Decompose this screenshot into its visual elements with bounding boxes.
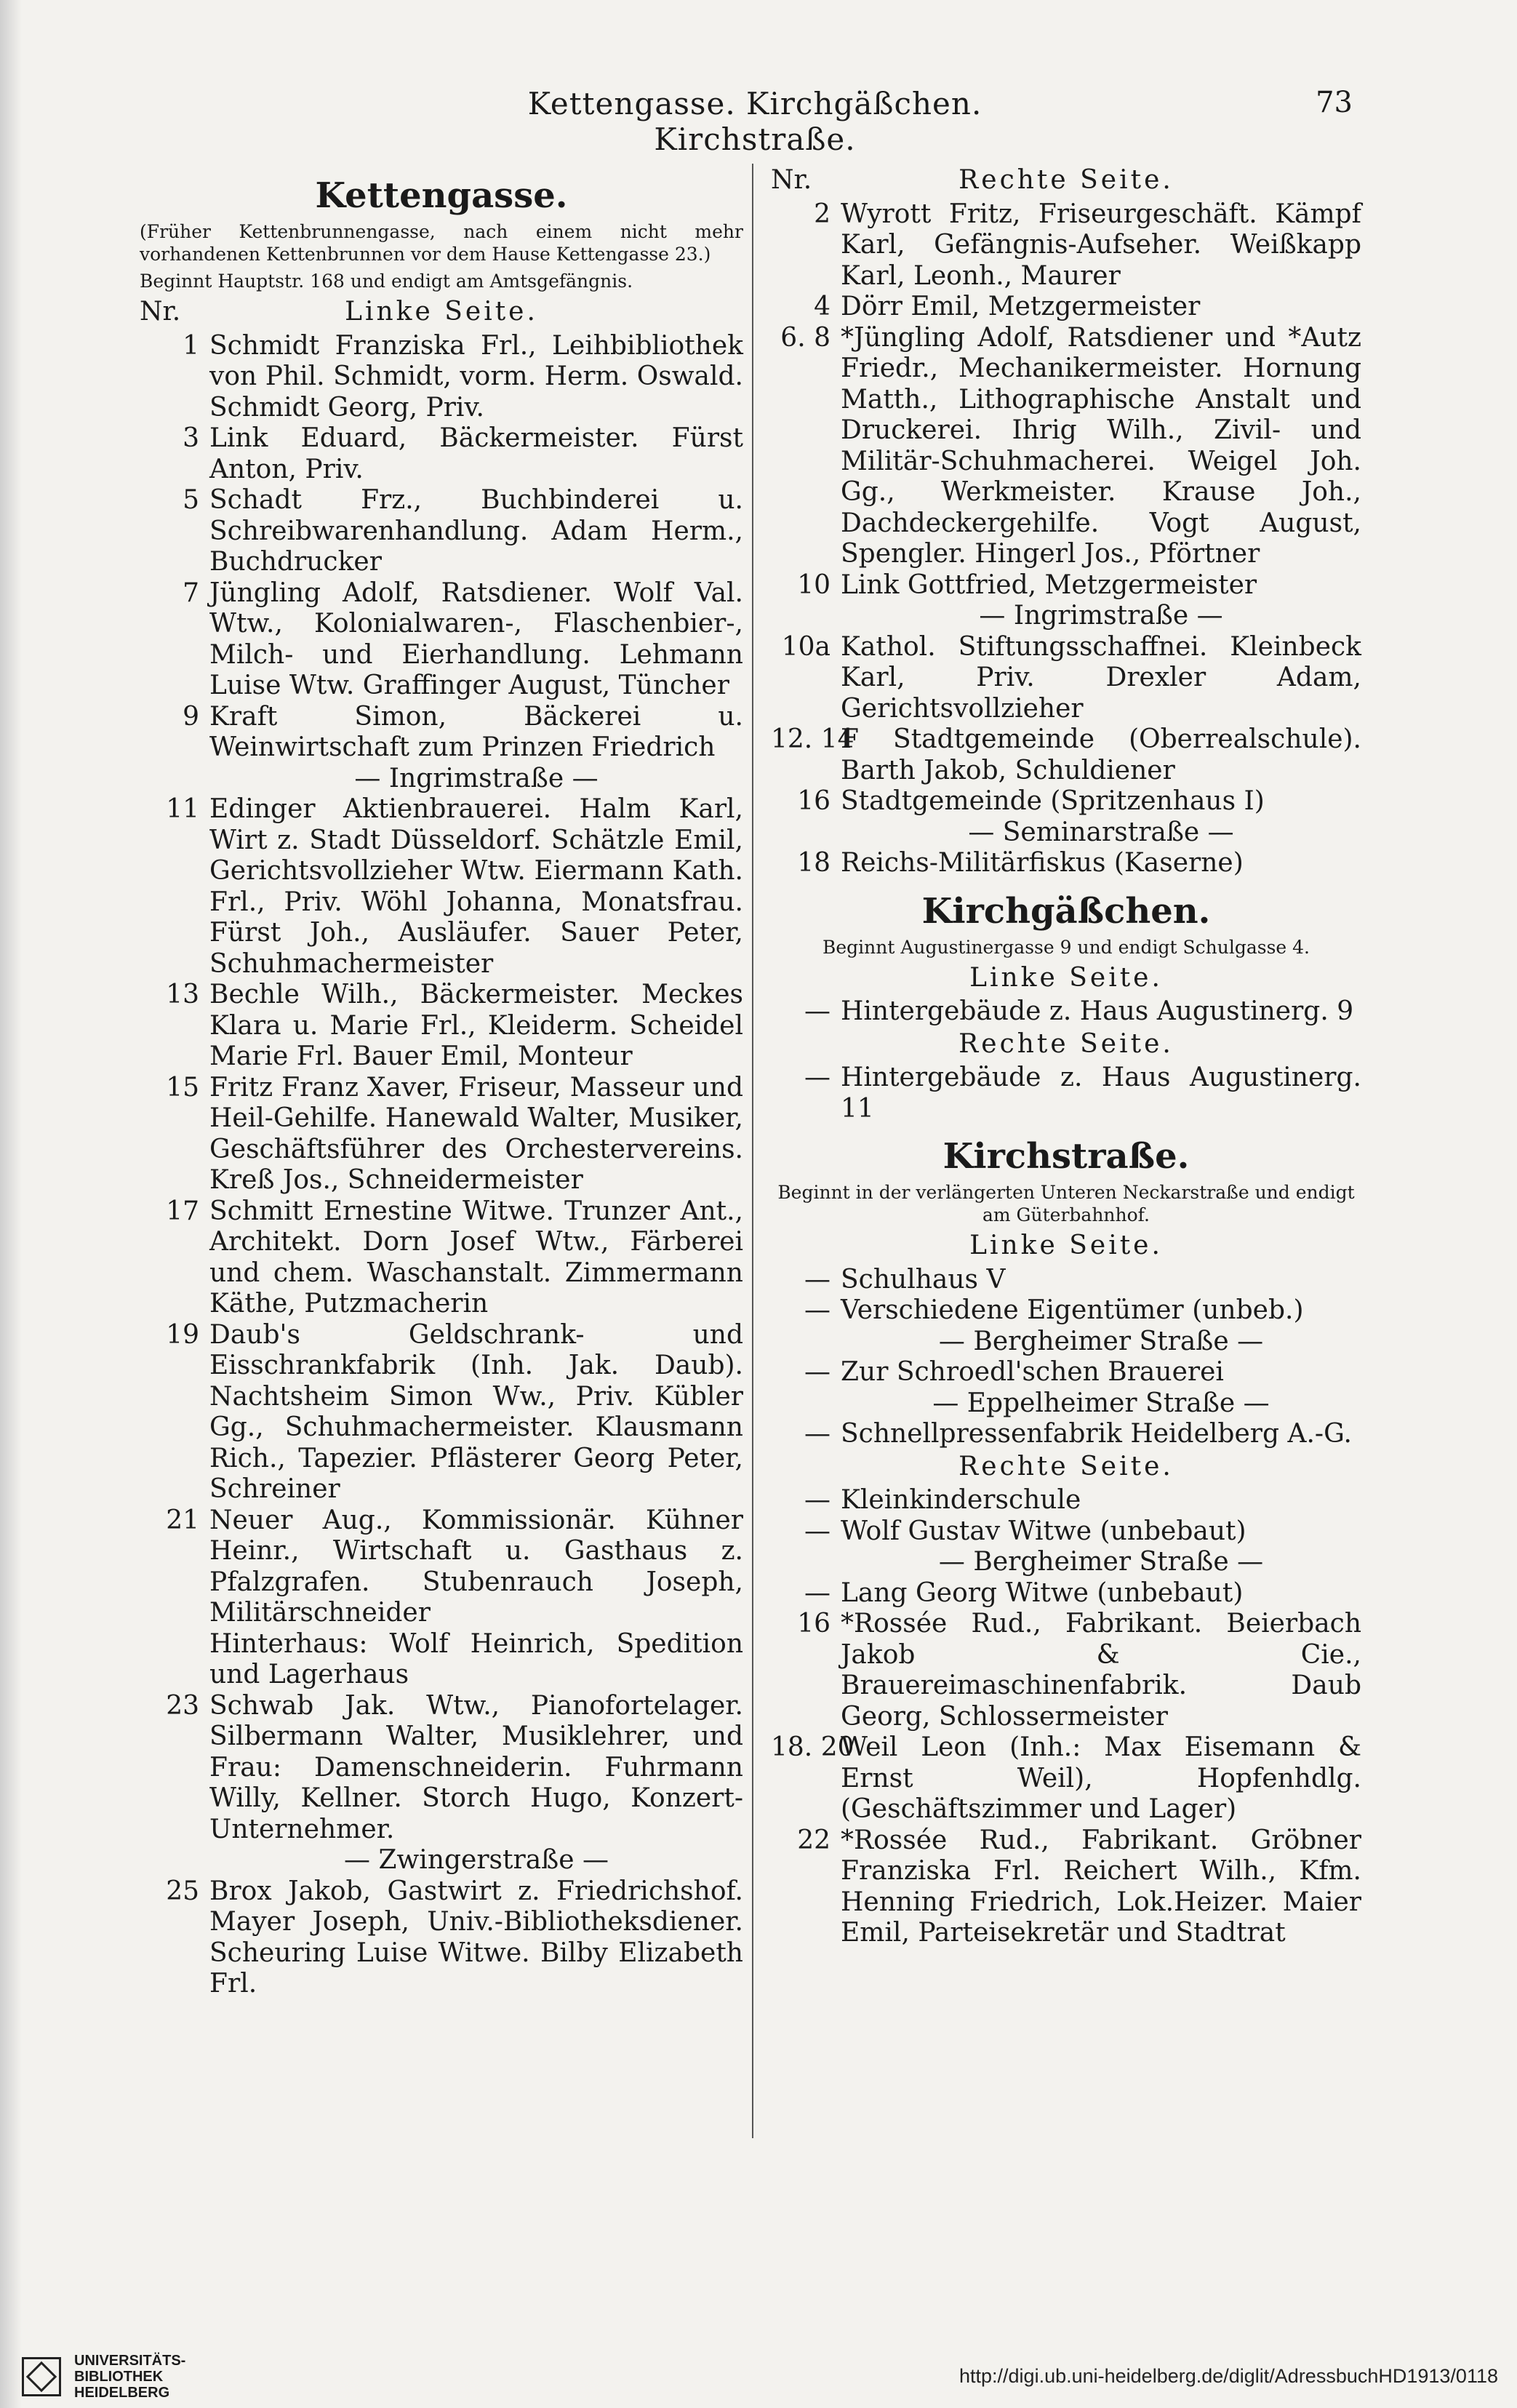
house-number: — [804,1357,830,1387]
house-number: — [804,996,830,1026]
entry-text: Hintergebäude z. Haus Augustinerg. 11 [841,1063,1361,1124]
left-column [140,164,743,2000]
side-title [771,1029,1361,1060]
house-number: 5 [183,485,199,515]
house-number: 22 [797,1825,830,1855]
street-note: Beginnt Hauptstr. 168 und endigt am Amtsgefängnis. [140,271,633,292]
entry-text: Kleinkinderschule [841,1485,1081,1515]
entry-text: Kraft Simon, Bäckerei u. Weinwirtschaft zum Prinzen Friedrich [209,701,743,762]
entry-text: Hintergebäude z. Haus Augustinerg. 9 [841,996,1354,1026]
house-number [140,764,209,795]
entry-text: — Eppelheimer Straße — [932,1388,1270,1418]
directory-entry [140,578,743,702]
entry-list [771,1265,1361,1450]
house-number: — [804,1295,830,1325]
entry-list [771,1063,1361,1124]
entry-list [771,1485,1361,1949]
street-divider [771,817,1361,849]
entry-list [771,996,1361,1028]
entry-text: Edinger Aktienbrauerei. Halm Karl, Wirt z. Stadt Düsseldorf. Schätzle Emil, Gerichtsvollzieher Wtw. Eiermann Kath. Frl., Priv. Wöhl Johanna, Monatsfrau. Fürst Joh., Ausläufer. Sauer Peter, Schuhmachermeister [209,794,743,979]
nr-label: Nr. [140,297,181,327]
house-number: 9 [183,701,199,732]
entry-text: *Rossée Rud., Fabrikant. Beierbach Jakob & Cie., Brauereimaschinenfabrik. Daub Georg, Schlossermeister [841,1609,1361,1732]
entry-text: — Bergheimer Straße — [938,1547,1264,1577]
library-name [74,2353,185,2401]
entry-text: Reichs-Militärfiskus (Kaserne) [841,848,1244,878]
house-number: 19 [166,1319,199,1350]
house-number: — [804,1516,830,1546]
house-number [771,1327,841,1358]
side-label: Rechte Seite. [958,1451,1174,1481]
house-number [771,1547,841,1578]
street-divider [771,1388,1361,1420]
street-divider [771,1547,1361,1578]
street-heading-kirchgaesschen: Kirchgäßchen. [921,890,1211,932]
house-number: 16 [797,786,830,816]
entry-text: *Jüngling Adolf, Ratsdiener und *Autz Friedr., Mechanikermeister. Hornung Matth., Lithographische Anstalt und Druckerei. Ihrig Wilh., Zivil- und Militär-Schuhmacherei. Weigel Joh. Gg., Werkmeister. Krause Joh., Dachdeckergehilfe. Vogt August, Spengler. Hingerl Jos., Pförtner [841,322,1361,569]
library-logo [22,2353,185,2401]
directory-entry [771,1825,1361,1949]
directory-entry [140,1196,743,1320]
entry-text: Jüngling Adolf, Ratsdiener. Wolf Val. Wtw., Kolonialwaren-, Flaschenbier-, Milch- und Eierhandlung. Lehmann Luise Wtw. Graffinger August, Tüncher [209,577,743,700]
directory-entry [771,292,1361,323]
library-seal-icon [22,2357,61,2396]
house-number [771,601,841,632]
entry-text: Schadt Frz., Buchbinderei u. Schreibwarenhandlung. Adam Herm., Buchdrucker [209,485,743,577]
directory-entry [771,1265,1361,1296]
directory-entry [771,1516,1361,1548]
column-divider [752,164,753,2138]
entry-text: — Zwingerstraße — [344,1845,609,1875]
directory-entry [771,1578,1361,1609]
house-number: 12. 14 [771,724,854,754]
house-number: — [804,1419,830,1449]
side-label: Linke Seite. [969,1231,1163,1260]
side-title [771,963,1361,994]
entry-text: Schulhaus V [841,1264,1006,1295]
street-heading-kettengasse: Kettengasse. [315,175,568,216]
house-number [140,1845,209,1876]
house-number: 7 [183,577,199,608]
directory-entry [771,996,1361,1028]
house-number: 1 [183,330,199,361]
house-number: — [804,1577,830,1608]
house-number: 16 [797,1609,830,1639]
entry-text: — Ingrimstraße — [979,601,1223,631]
entry-text: Fritz Franz Xaver, Friseur, Masseur und Heil-Gehilfe. Hanewald Walter, Musiker, Geschäftsführer des Orchestervereins. Kreß Jos., Schneidermeister [209,1072,743,1195]
house-number: — [804,1485,830,1515]
entry-text: Dörr Emil, Metzgermeister [841,292,1201,321]
entry-text: Daub's Geldschrank- und Eisschrankfabrik (Inh. Jak. Daub). Nachtsheim Simon Ww., Priv. Kübler Gg., Schuhmachermeister. Klausmann Rich., Tapezier. Pflästerer Georg Peter, Schreiner [209,1319,743,1504]
street-note: Beginnt in der verlängerten Unteren Neckarstraße und endigt am Güterbahnhof. [777,1182,1355,1225]
side-label: Linke Seite. [345,297,538,327]
entry-text: Schmitt Ernestine Witwe. Trunzer Ant., Architekt. Dorn Josef Wtw., Färberei und chem. Waschanstalt. Zimmermann Käthe, Putzmacherin [209,1196,743,1319]
directory-entry [140,331,743,424]
entry-text: Lang Georg Witwe (unbebaut) [841,1577,1244,1608]
house-number: 10 [797,569,830,600]
entry-text: Verschiedene Eigentümer (unbeb.) [841,1295,1304,1325]
entry-text: Stadtgemeinde (Spritzenhaus I) [841,786,1265,816]
directory-entry [140,1073,743,1196]
entry-text: *Rossée Rud., Fabrikant. Gröbner Franziska Frl. Reichert Wilh., Kfm. Henning Friedrich, Lok.Heizer. Maier Emil, Parteisekretär und Stadtrat [841,1825,1361,1948]
house-number: 18. 20 [771,1732,854,1762]
directory-entry [771,1485,1361,1516]
directory-entry [140,1876,743,2000]
street-divider [771,1327,1361,1358]
house-number: 25 [166,1876,199,1906]
entry-text: — Bergheimer Straße — [938,1326,1264,1356]
side-title [140,297,743,328]
entry-text: Link Gottfried, Metzgermeister [841,569,1257,600]
directory-entry [771,1357,1361,1388]
house-number: 23 [166,1690,199,1721]
house-number [140,1629,209,1691]
house-number: 17 [166,1196,199,1226]
directory-entry [140,794,743,980]
source-url-link[interactable]: http://digi.ub.uni-heidelberg.de/diglit/AdressbuchHD1913/0118 [959,2365,1498,2387]
entry-text: Schnellpressenfabrik Heidelberg A.-G. [841,1419,1352,1449]
side-label: Linke Seite. [969,962,1163,993]
street-note: Beginnt Augustinergasse 9 und endigt Schulgasse 4. [822,936,1310,958]
house-number: 21 [166,1505,199,1535]
directory-entry [140,1505,743,1629]
side-label: Rechte Seite. [958,165,1174,195]
street-note: (Früher Kettenbrunnengasse, nach einem nicht mehr vorhandenen Kettenbrunnen vor dem Hause Kettengasse 23.) [140,221,743,265]
directory-entry [140,1320,743,1505]
page-number: 73 [1316,86,1353,119]
entry-text: Schmidt Franziska Frl., Leihbibliothek von Phil. Schmidt, vorm. Herm. Oswald. Schmidt Georg, Priv. [209,330,743,423]
house-number [771,817,841,849]
house-number: 13 [166,980,199,1009]
entry-list [140,331,743,2000]
house-number: 11 [166,794,199,824]
house-number: 4 [814,292,830,321]
house-number: 3 [183,423,199,453]
scan-edge [0,0,22,2408]
house-number: 6. 8 [780,322,830,353]
house-number [771,1388,841,1420]
directory-entry [140,1691,743,1846]
house-number: — [804,1063,830,1092]
entry-text: — Seminarstraße — [968,817,1234,847]
directory-entry [771,786,1361,817]
directory-entry [140,702,743,764]
entry-text: Weil Leon (Inh.: Max Eisemann & Ernst Weil), Hopfenhdlg. (Geschäftszimmer und Lager) [841,1732,1361,1824]
side-title [771,165,1361,196]
directory-entry [140,485,743,578]
directory-entry [771,1732,1361,1825]
entry-text: — Ingrimstraße — [354,763,599,793]
directory-entry [771,848,1361,879]
directory-entry [140,980,743,1073]
entry-text: Bechle Wilh., Bäckermeister. Meckes Klara u. Marie Frl., Kleiderm. Scheidel Marie Frl. Bauer Emil, Monteur [209,980,743,1071]
directory-entry [771,1063,1361,1124]
street-divider [140,1845,743,1876]
side-title [771,1231,1361,1262]
logo-line: HEIDELBERG [74,2385,170,2401]
directory-entry [771,632,1361,725]
directory-entry [771,1295,1361,1327]
entry-text: Link Eduard, Bäckermeister. Fürst Anton, Priv. [209,423,743,484]
street-heading-kirchstrasse: Kirchstraße. [942,1136,1190,1177]
entry-text: Wyrott Fritz, Friseurgeschäft. Kämpf Karl, Gefängnis-Aufseher. Weißkapp Karl, Leonh., Maurer [841,199,1361,291]
entry-text: Zur Schroedl'schen Brauerei [841,1357,1224,1387]
directory-entry [771,1419,1361,1450]
street-divider [140,764,743,795]
street-divider [771,601,1361,632]
right-column [771,164,1361,1949]
directory-entry [771,199,1361,292]
entry-text: F Stadtgemeinde (Oberrealschule). Barth Jakob, Schuldiener [841,724,1361,785]
directory-entry [771,1609,1361,1732]
entry-list [771,199,1361,879]
house-number: 10a [781,631,830,662]
house-number: 18 [797,848,830,878]
running-head: Kettengasse. Kirchgäßchen. Kirchstraße. [527,86,982,157]
nr-label: Nr. [771,165,812,195]
entry-text: Wolf Gustav Witwe (unbebaut) [841,1516,1246,1546]
side-title [771,1452,1361,1483]
directory-entry [771,570,1361,601]
directory-entry [771,724,1361,786]
entry-text: Hinterhaus: Wolf Heinrich, Spedition und Lagerhaus [209,1628,743,1689]
directory-entry [140,1629,743,1691]
side-label: Rechte Seite. [958,1028,1174,1059]
logo-line: BIBLIOTHEK [74,2369,164,2385]
logo-line: UNIVERSITÄTS- [74,2353,186,2369]
entry-text: Schwab Jak. Wtw., Pianofortelager. Silbermann Walter, Musiklehrer, und Frau: Damenschneiderin. Fuhrmann Willy, Kellner. Storch Hugo, Konzert-Unternehmer. [209,1690,743,1844]
house-number: 15 [166,1072,199,1103]
directory-entry [771,323,1361,570]
house-number: 2 [814,199,830,229]
house-number: — [804,1264,830,1295]
entry-text: Brox Jakob, Gastwirt z. Friedrichshof. Mayer Joseph, Univ.-Bibliotheksdiener. Scheuring Luise Witwe. Bilby Elizabeth Frl. [209,1876,743,1999]
entry-text: Neuer Aug., Kommissionär. Kühner Heinr., Wirtschaft u. Gasthaus z. Pfalzgrafen. Stubenrauch Joseph, Militärschneider [209,1505,743,1628]
directory-entry [140,423,743,485]
entry-text: Kathol. Stiftungsschaffnei. Kleinbeck Karl, Priv. Drexler Adam, Gerichtsvollzieher [841,631,1361,724]
